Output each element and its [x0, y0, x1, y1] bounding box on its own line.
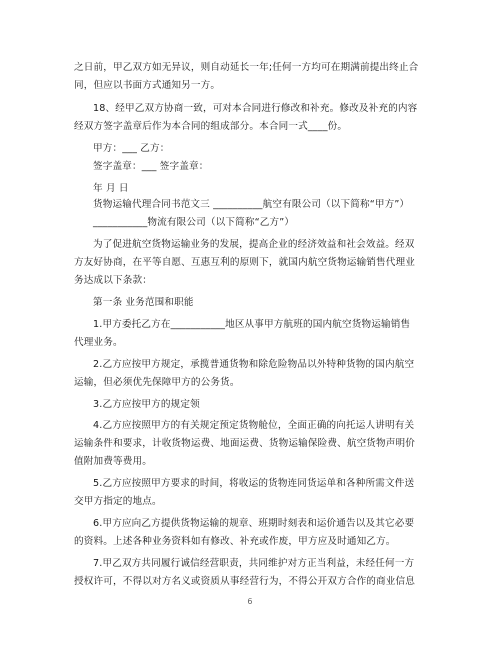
text-line: 7.甲乙双方共同履行诚信经营职责，共同维护对方正当利益，未经任何一方 [93, 558, 415, 569]
text-line: 方友好协商，在平等自愿、互惠互利的原则下，就国内航空货物运输销售代理业 [74, 257, 416, 268]
text-line: 签字盖章：___ 签字盖章： [93, 161, 209, 172]
text-line: 务达成以下条款： [74, 275, 152, 286]
text-line: 2.乙方应按甲方规定，承揽普通货物和除危险物品以外特种货物的国内航空 [93, 359, 415, 370]
text-line: 运输条件和要求，计收货物运费、地面运费、货物运输保险费、航空货物声明价 [74, 438, 416, 449]
text-line: 4.乙方应按照甲方的有关规定预定货物舱位，全面正确的向托运人讲明有关 [93, 420, 415, 431]
text-line: 之日前，甲乙双方如无异议，则自动延长一年;任何一方均可在期满前提出终止合 [74, 62, 419, 73]
page-number: 6 [247, 597, 253, 606]
text-line: 值附加费等费用。 [74, 456, 152, 467]
text-line: 为了促进航空货物运输业务的发展，提高企业的经济效益和社会效益。经双 [93, 239, 415, 250]
text-line: 交甲方指定的地点。 [74, 496, 162, 507]
text-line: 6.甲方应向乙方提供货物运输的规章、班期时刻表和运价通告以及其它必要 [93, 518, 415, 529]
text-line: ___________物流有限公司（以下简称“乙方”） [93, 217, 295, 228]
text-line: 甲方：___ 乙方： [93, 143, 170, 154]
text-line: 经双方签字盖章后作为本合同的组成部分。本合同一式____份。 [74, 121, 348, 132]
date-line: 年 月 日 [93, 183, 129, 194]
text-line: 1.甲方委托乙方在___________地区从事甲方航班的国内航空货物运输销售 [93, 319, 411, 330]
text-line: 授权许可，不得以对方名义或资质从事经营行为，不得公开双方合作的商业信息 [74, 576, 416, 587]
text-line: 代理业务。 [74, 337, 123, 348]
text-line: 运输，但必须优先保障甲方的公务货。 [74, 377, 240, 388]
contract-title-line: 货物运输代理合同书范文三 __________航空有限公司（以下简称“甲方”） [93, 199, 410, 210]
text-line: 3.乙方应按甲方的规定领 [93, 399, 200, 410]
text-line: 18、经甲乙双方协商一致，可对本合同进行修改和补充。修改及补充的内容 [93, 103, 418, 114]
text-line: 同，但应以书面方式通知另一方。 [74, 80, 221, 91]
text-line: 5.乙方应按照甲方要求的时间，将收运的货物连同货运单和各种所需文件送 [93, 478, 415, 489]
section-heading: 第一条 业务范围和职能 [93, 297, 194, 308]
text-line: 的资料。上述各种业务资料如有修改、补充或作废，甲方应及时通知乙方。 [74, 536, 396, 547]
